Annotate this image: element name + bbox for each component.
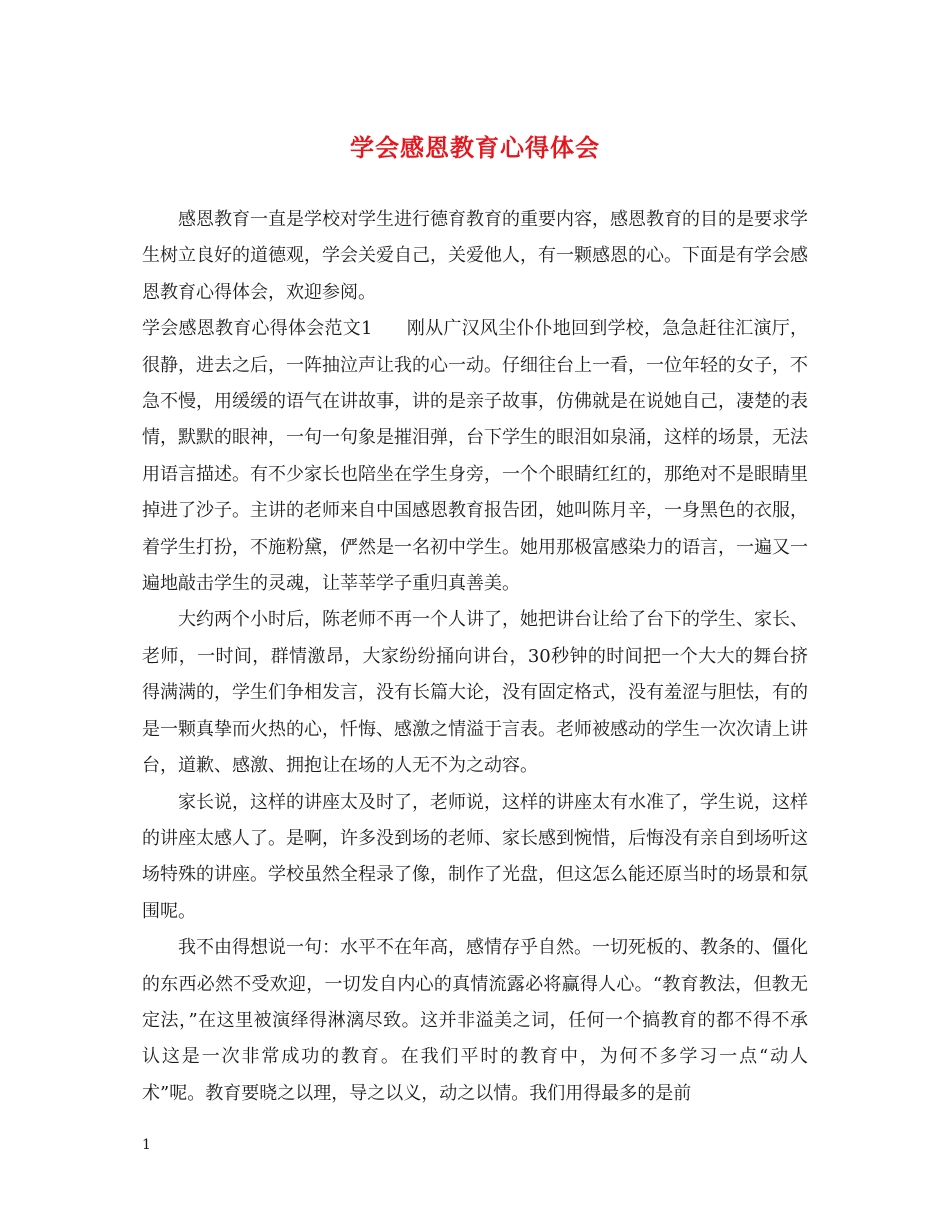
- section-paragraph: [142, 311, 808, 602]
- section-heading: 学会感恩教育心得体会范文1: [142, 318, 373, 340]
- body-paragraph: 家长说，这样的讲座太及时了，老师说，这样的讲座太有水准了，学生说，这样的讲座太感人了。是啊，许多没到场的老师、家长感到惋惜，后悔没有亲自到场听这场特殊的讲座。学校虽然全程录了像，制作了光盘，但这怎么能还原当时的场景和氛围呢。: [142, 791, 808, 922]
- page-number: 1: [142, 1137, 151, 1153]
- body-paragraph: 大约两个小时后，陈老师不再一个人讲了，她把讲台让给了台下的学生、家长、老师，一时间，群情激昂，大家纷纷捅向讲台，30秒钟的时间把一个大大的舞台挤得满满的，学生们争相发言，没有长篇大论，没有固定格式，没有羞涩与胆怯，有的是一颗真挚而火热的心，忏悔、感激之情溢于言表。老师被感动的学生一次次请上讲台，道歉、感激、拥抱让在场的人无不为之动容。: [142, 609, 808, 777]
- section-first-paragraph: 刚从广汉风尘仆仆地回到学校，急急赶往汇演厅，很静，进去之后，一阵抽泣声让我的心一动。仔细往台上一看，一位年轻的女子，不急不慢，用缓缓的语气在讲故事，讲的是亲子故事，仿佛就是在说她自己，凄楚的表情，默默的眼神，一句一句象是摧泪弹，台下学生的眼泪如泉涌，这样的场景，无法用语言描述。有不少家长也陪坐在学生身旁，一个个眼睛红红的，那绝对不是眼睛里掉进了沙子。主讲的老师来自中国感恩教育报告团，她叫陈月辛，一身黑色的衣服，着学生打扮，不施粉黛，俨然是一名初中学生。她用那极富感染力的语言，一遍又一遍地敲击学生的灵魂，让莘莘学子重归真善美。: [142, 318, 809, 595]
- body-paragraph: 我不由得想说一句：水平不在年高，感情存乎自然。一切死板的、教条的、僵化的东西必然不受欢迎，一切发自内心的真情流露必将赢得人心。“教育教法，但教无定法，”在这里被演绎得淋漓尽致。这并非溢美之词，任何一个搞教育的都不得不承认这是一次非常成功的教育。在我们平时的教育中，为何不多学习一点“动人术”呢。教育要晓之以理，导之以义，动之以情。我们用得最多的是前: [142, 937, 808, 1104]
- document-body: [142, 202, 808, 1112]
- intro-paragraph: 感恩教育一直是学校对学生进行德育教育的重要内容，感恩教育的目的是要求学生树立良好的道德观，学会关爱自己，关爱他人，有一颗感恩的心。下面是有学会感恩教育心得体会，欢迎参阅。: [142, 209, 808, 303]
- document-title: 学会感恩教育心得体会: [350, 133, 600, 162]
